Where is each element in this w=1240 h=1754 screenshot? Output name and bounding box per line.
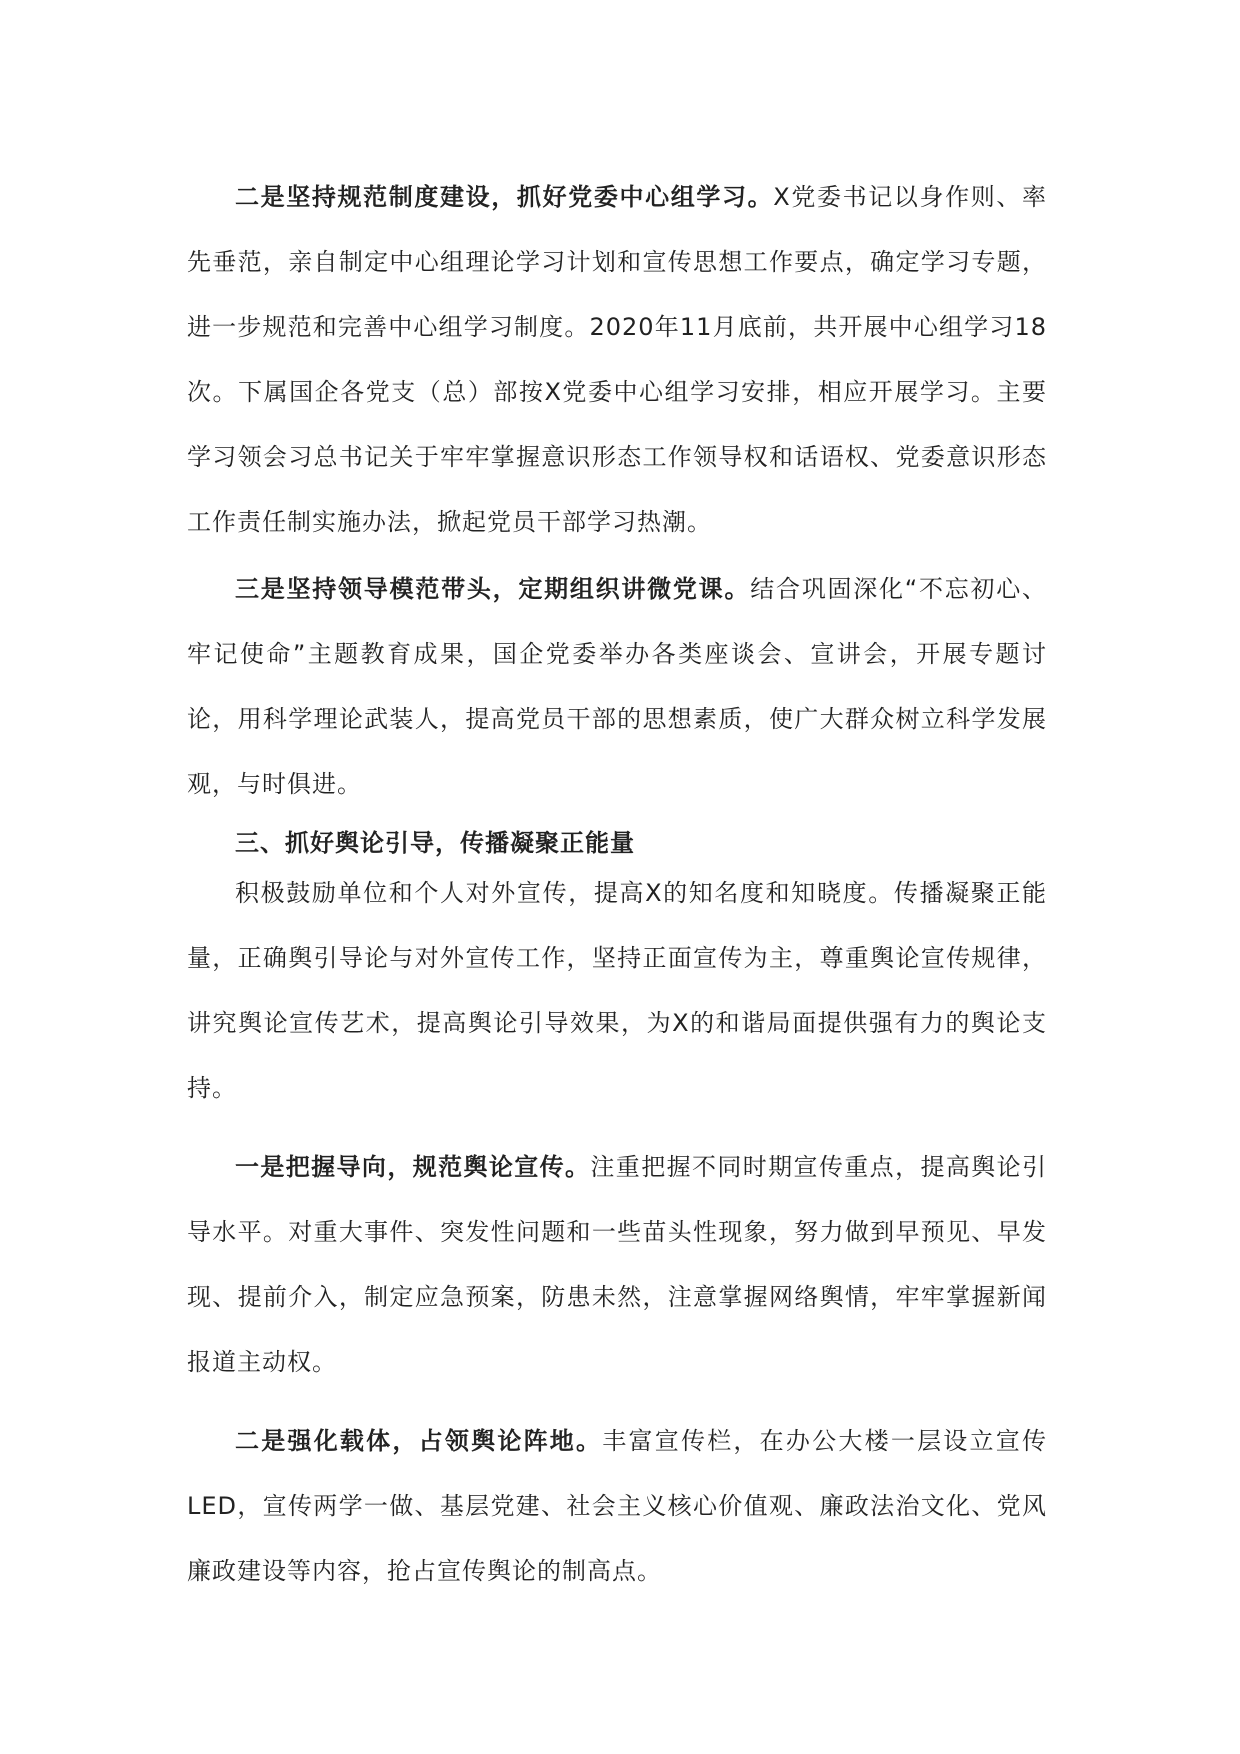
paragraph-body: 积极鼓励单位和个人对外宣传，提高X的知名度和知晓度。传播凝聚正能量，正确舆引导论与对外宣传工作，坚持正面宣传为主，尊重舆论宣传规律，讲究舆论宣传艺术，提高舆论引导效果，为X的和谐局面提供强有力的舆论支持。 xyxy=(187,879,1047,1102)
paragraph-publicity-carrier xyxy=(187,1409,1047,1604)
paragraph-lead: 一是把握导向，规范舆论宣传。 xyxy=(235,1153,591,1181)
paragraph-guidance-direction xyxy=(187,1135,1047,1395)
paragraph-lead: 二是强化载体，占领舆论阵地。 xyxy=(235,1427,603,1455)
paragraph-body: 结合巩固深化“不忘初心、牢记使命”主题教育成果，国企党委举办各类座谈会、宣讲会，开展专题讨论，用科学理论武装人，提高党员干部的思想素质，使广大群众树立科学发展观，与时俱进。 xyxy=(187,575,1047,798)
document-page xyxy=(187,165,1047,1604)
paragraph-lead: 二是坚持规范制度建设，抓好党委中心组学习。 xyxy=(235,183,774,211)
paragraph-body: 丰富宣传栏，在办公大楼一层设立宣传LED，宣传两学一做、基层党建、社会主义核心价值观、廉政法治文化、党风廉政建设等内容，抢占宣传舆论的制高点。 xyxy=(187,1427,1047,1585)
paragraph-body: X党委书记以身作则、率先垂范，亲自制定中心组理论学习计划和宣传思想工作要点，确定学习专题，进一步规范和完善中心组学习制度。2020年11月底前，共开展中心组学习18次。下属国企各党支（总）部按X党委中心组学习安排，相应开展学习。主要学习领会习总书记关于牢牢掌握意识形态工作领导权和话语权、党委意识形态工作责任制实施办法，掀起党员干部学习热潮。 xyxy=(187,183,1047,536)
paragraph-micro-party-lecture xyxy=(187,557,1047,817)
section-heading: 三、抓好舆论引导，传播凝聚正能量 xyxy=(235,829,635,857)
paragraph-body: 注重把握不同时期宣传重点，提高舆论引导水平。对重大事件、突发性问题和一些苗头性现象，努力做到早预见、早发现、提前介入，制定应急预案，防患未然，注意掌握网络舆情，牢牢掌握新闻报道主动权。 xyxy=(187,1153,1048,1376)
paragraph-party-committee-study xyxy=(187,165,1047,555)
paragraph-public-opinion-intro xyxy=(187,861,1047,1121)
paragraph-lead: 三是坚持领导模范带头，定期组织讲微党课。 xyxy=(235,575,751,603)
